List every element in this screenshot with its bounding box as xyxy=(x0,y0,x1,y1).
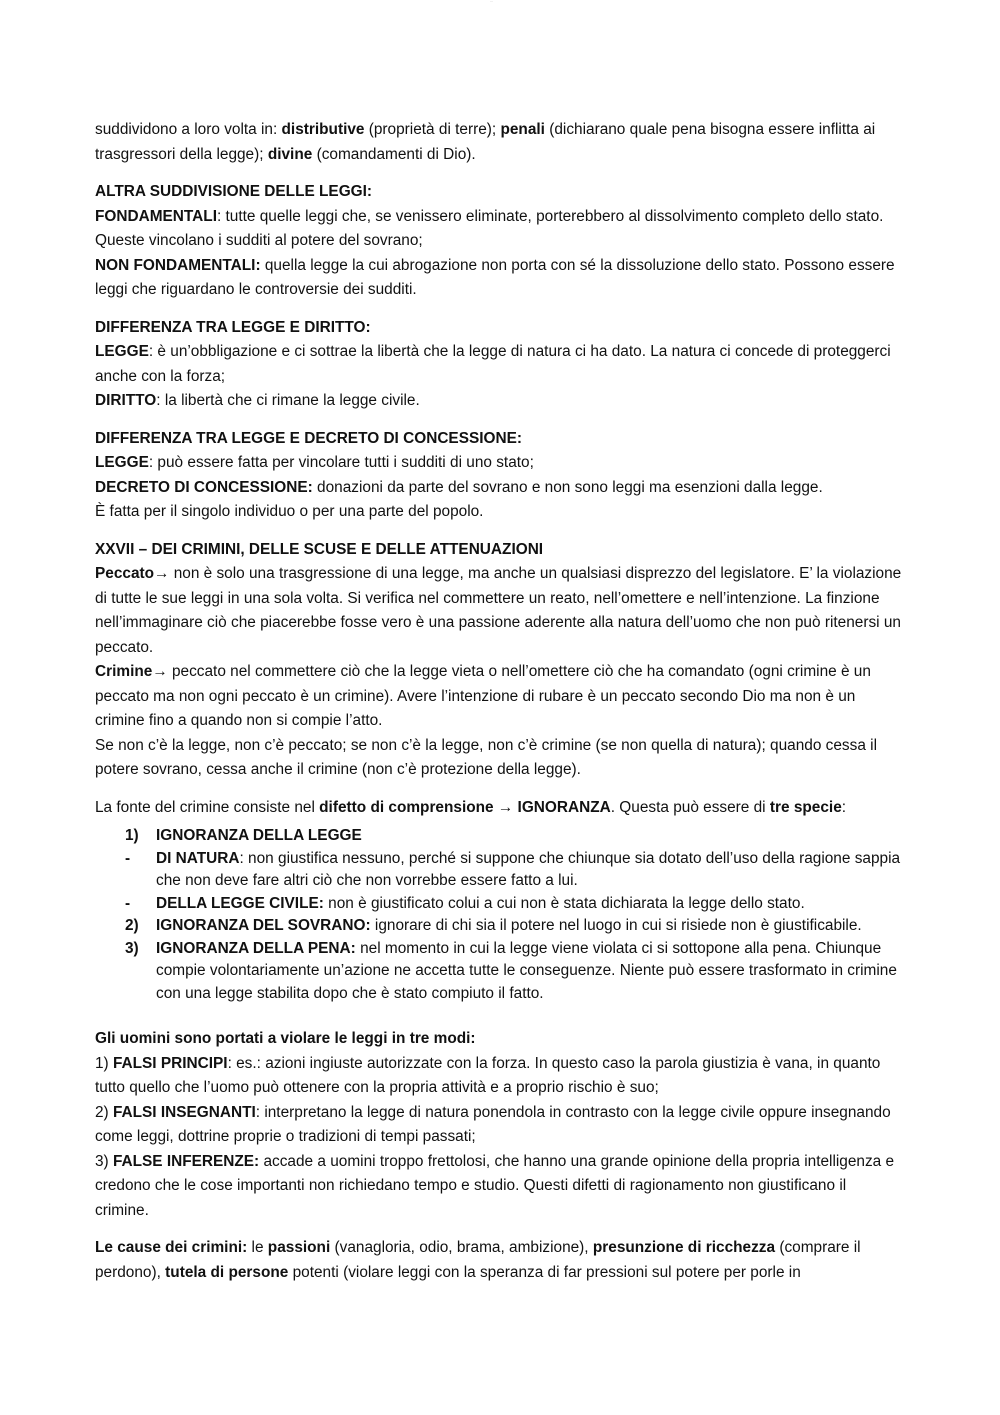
text: (dichiarano quale pena bisogna essere inflitta ai trasgressori della legge); xyxy=(95,121,876,163)
term-false-inferenze: FALSE INFERENZE: xyxy=(112,1152,260,1170)
text: potenti (violare leggi con la speranza di far pressioni sul potere per porle in xyxy=(288,1263,801,1281)
term-ignoranza: IGNORANZA xyxy=(517,798,611,816)
term-difetto: difetto di comprensione xyxy=(319,798,494,816)
text: : è un’obbligazione e ci sottrae la libertà che la legge di natura ci ha dato. La natura ci concede di proteggerci anche con la forza; xyxy=(95,343,891,385)
text: (proprietà di terre); xyxy=(364,121,501,138)
text: : tutte quelle leggi che, se venissero eliminate, porterebbero al dissolvimento completo dello stato. Queste vincolano i sudditi al potere del sovrano; xyxy=(95,207,884,249)
term-crimine: Crimine xyxy=(95,663,153,680)
text: quella legge la cui abrogazione non porta con sé la dissoluzione dello stato. Possono essere leggi che riguardano le controversie dei sudditi. xyxy=(95,256,895,298)
term-distributive: distributive xyxy=(281,121,365,138)
term-tutela: tutela di persone xyxy=(165,1263,289,1281)
item-number: 2) xyxy=(95,1103,113,1121)
text: La fonte del crimine consiste nel xyxy=(95,798,320,816)
term-fondamentali: FONDAMENTALI xyxy=(95,207,217,225)
page-header-mark: — xyxy=(490,0,493,3)
paragraph-law-types xyxy=(95,118,903,167)
text: accade a uomini troppo frettolosi, che hanno una grande opinione della propria intelligenza e credono che le cose importanti non richiedano tempo e studio. Questi difetti di ragionamento non giustificano il crimine. xyxy=(95,1152,895,1219)
term-cause-crimini: Le cause dei crimini: xyxy=(95,1239,248,1256)
term-legge: LEGGE xyxy=(95,343,149,360)
text: . Questa può essere di xyxy=(610,798,770,816)
list-marker: 2) xyxy=(125,917,139,934)
text: → non è solo una trasgressione di una legge, ma anche un qualsiasi disprezzo del legislatore. E’ la violazione di tutte le sue leggi in una sola volta. Si verifica nel commettere un reato, nell’omettere e nell’intenzione. La finzione nell’immaginare ciò che piacerebbe fosse vero è una passione aderente alla natura dell’uomo che non può ritenersi un peccato. xyxy=(95,565,902,656)
paragraph-fonte-crimine xyxy=(95,796,903,821)
section-heading: Gli uomini sono portati a violare le leggi in tre modi: xyxy=(95,1030,476,1047)
list-term: DELLA LEGGE CIVILE: xyxy=(156,894,324,912)
term-tre-specie: tre specie xyxy=(769,798,842,816)
list-term: IGNORANZA DELLA LEGGE xyxy=(156,827,362,844)
paragraph-cause-crimini xyxy=(95,1236,903,1285)
term-legge: LEGGE xyxy=(95,454,149,471)
term-passioni: passioni xyxy=(267,1239,331,1256)
term-falsi-principi: FALSI PRINCIPI xyxy=(112,1054,228,1072)
list-item xyxy=(95,893,903,916)
section-heading: DIFFERENZA TRA LEGGE E DIRITTO: xyxy=(95,318,371,336)
term-non-fondamentali: NON FONDAMENTALI: xyxy=(95,256,261,274)
list-item xyxy=(95,848,903,893)
section-heading: XXVII – DEI CRIMINI, DELLE SCUSE E DELLE ATTENUAZIONI xyxy=(95,540,544,558)
list-term: IGNORANZA DELLA PENA: xyxy=(156,939,356,957)
text: (comprare il perdono), xyxy=(95,1239,861,1281)
term-divine: divine xyxy=(267,145,313,163)
section-altra-suddivisione xyxy=(95,180,903,303)
text: : xyxy=(841,798,847,816)
term-peccato: Peccato xyxy=(95,565,155,582)
text: (vanagloria, odio, brama, ambizione), xyxy=(330,1239,593,1256)
list-term: IGNORANZA DEL SOVRANO: xyxy=(156,917,371,934)
term-presunzione: presunzione di ricchezza xyxy=(592,1239,776,1256)
term-falsi-insegnanti: FALSI INSEGNANTI xyxy=(112,1103,256,1121)
section-legge-decreto xyxy=(95,427,903,525)
item-number: 1) xyxy=(95,1054,113,1072)
text: → xyxy=(493,798,518,816)
text: le xyxy=(247,1239,268,1256)
list-item xyxy=(95,938,903,1006)
list-marker: 1) xyxy=(125,827,139,844)
list-text: non è giustificato colui a cui non è stata dichiarata la legge dello stato. xyxy=(323,894,805,912)
list-text: nel momento in cui la legge viene violata ci si sottopone alla pena. Chiunque compie volontariamente un’azione ne accetta tutte le conseguenze. Niente può essere trasformato in crimine con una legge stabilita dopo che è stato compiuto il fatto. xyxy=(156,939,897,1002)
text: : può essere fatta per vincolare tutti i sudditi di uno stato; xyxy=(148,454,534,471)
list-item xyxy=(95,915,903,938)
list-text: : non giustifica nessuno, perché si suppone che chiunque sia dotato dell’uso della ragione sappia che non deve fare altri ciò che non vorrebbe essere fatto a lui. xyxy=(156,849,901,889)
list-marker: - xyxy=(125,849,131,867)
item-number: 3) xyxy=(95,1152,113,1170)
text: donazioni da parte del sovrano e non sono leggi ma esenzioni dalla legge. xyxy=(312,478,823,496)
text: → peccato nel commettere ciò che la legge vieta o nell’omettere ciò che ha comandato (ogni crimine è un peccato ma non ogni peccato è un crimine). Avere l’intenzione di rubare è un peccato secondo Dio ma non è un crimine fino a quando non si compie l’atto. xyxy=(95,663,871,729)
section-crimini xyxy=(95,538,903,783)
text: : interpretano la legge di natura ponendola in contrasto con la legge civile oppure insegnando come leggi, dottrine proprie o tradizioni di tempi passati; xyxy=(95,1103,891,1145)
section-heading: ALTRA SUDDIVISIONE DELLE LEGGI: xyxy=(95,183,373,200)
text: suddividono a loro volta in: xyxy=(95,121,282,138)
term-penali: penali xyxy=(500,121,545,138)
text: Se non c’è la legge, non c’è peccato; se non c’è la legge, non c’è crimine (se non quella di natura); quando cessa il potere sovrano, cessa anche il crimine (non c’è protezione della legge). xyxy=(95,736,877,778)
list-text: ignorare di chi sia il potere nel luogo in cui si risiede non è giustificabile. xyxy=(370,917,862,934)
section-heading: DIFFERENZA TRA LEGGE E DECRETO DI CONCESSIONE: xyxy=(95,429,522,447)
text: : la libertà che ci rimane la legge civile. xyxy=(156,392,420,409)
term-diritto: DIRITTO xyxy=(95,392,157,409)
list-marker: 3) xyxy=(125,939,139,957)
text: (comandamenti di Dio). xyxy=(312,145,476,163)
list-item xyxy=(95,825,903,848)
list-term: DI NATURA xyxy=(156,849,240,867)
document-body xyxy=(95,118,903,1298)
section-legge-diritto xyxy=(95,316,903,414)
text: È fatta per il singolo individuo o per una parte del popolo. xyxy=(95,503,484,520)
term-decreto: DECRETO DI CONCESSIONE: xyxy=(95,478,313,496)
text: : es.: azioni ingiuste autorizzate con la forza. In questo caso la parola giustizia è vana, in quanto tutto quello che l’uomo può ottenere con la propria attività e a proprio rischio è suo; xyxy=(95,1054,881,1096)
list-marker: - xyxy=(125,894,131,912)
section-tre-modi xyxy=(95,1027,903,1223)
ignoranza-list xyxy=(95,825,903,1005)
